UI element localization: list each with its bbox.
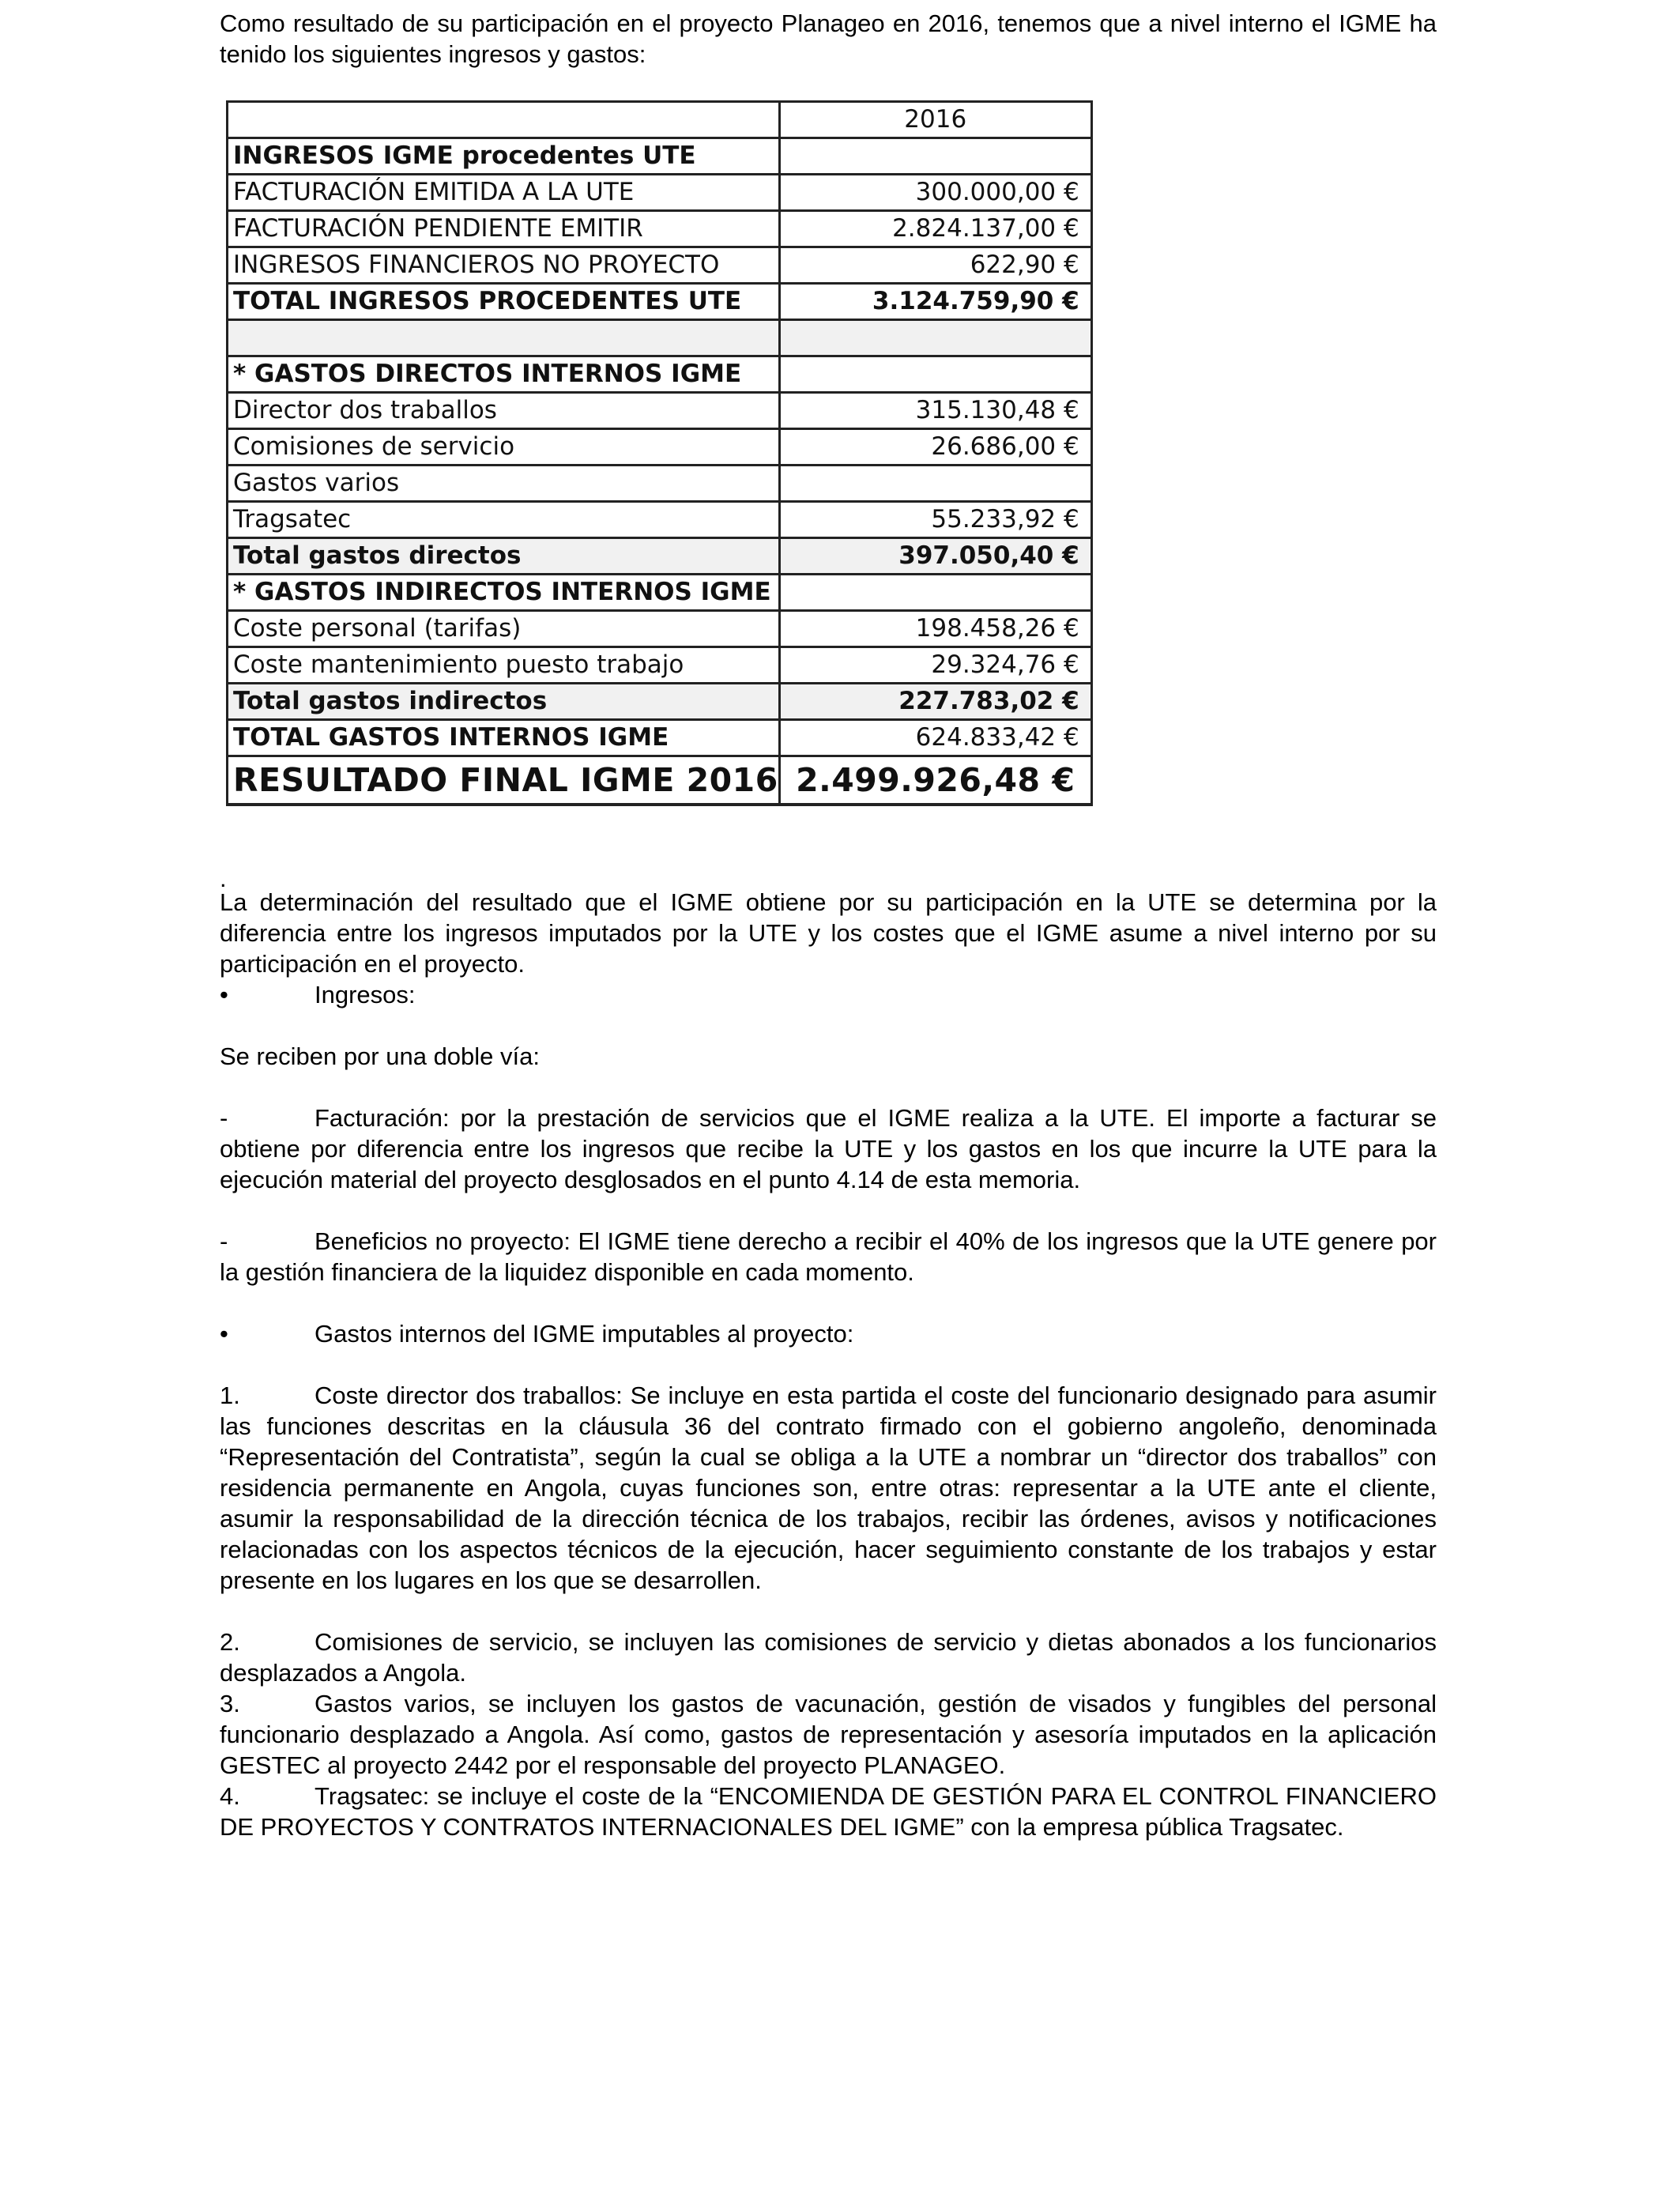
row-label: Coste personal (tarifas) (228, 611, 780, 647)
table-row (228, 356, 1092, 393)
row-value: 198.458,26 € (779, 611, 1091, 647)
row-label: FACTURACIÓN EMITIDA A LA UTE (228, 175, 780, 211)
row-value: 624.833,42 € (779, 720, 1091, 756)
paragraph-determinacion: La determinación del resultado que el IGME obtiene por su participación en la UTE se determina por la diferencia entre los ingresos imputados por la UTE y los costes que el IGME asume a nivel interno por su participación en el proyecto. (220, 888, 1437, 978)
row-label: Tragsatec (228, 502, 780, 538)
row-label: INGRESOS IGME procedentes UTE (228, 138, 780, 175)
bullet-mark: • (220, 981, 228, 1008)
item-text: Gastos varios, se incluyen los gastos de vacunación, gestión de visados y fungibles del personal funcionario desplazado a Angola. Así como, gastos de representación y asesoría imputados en la aplicación GESTEC al proyecto 2442 por el responsable del proyecto PLANAGEO. (220, 1690, 1437, 1779)
row-label: Coste mantenimiento puesto trabajo (228, 647, 780, 684)
row-value (779, 138, 1091, 175)
table-row-total (228, 284, 1092, 320)
row-label: * GASTOS DIRECTOS INTERNOS IGME (228, 356, 780, 393)
row-label: Director dos traballos (228, 393, 780, 429)
bullet-gastos (220, 1318, 1437, 1349)
dash-facturacion (220, 1103, 1437, 1195)
final-result-value: 2.499.926,48 € (779, 756, 1091, 805)
table-row (228, 429, 1092, 466)
table-row-total (228, 684, 1092, 720)
item-number: 4. (220, 1782, 240, 1810)
row-value: 300.000,00 € (779, 175, 1091, 211)
row-label (228, 320, 780, 356)
row-value: 622,90 € (779, 247, 1091, 284)
row-value: 315.130,48 € (779, 393, 1091, 429)
row-label: Gastos varios (228, 466, 780, 502)
item-1 (220, 1380, 1437, 1596)
dash-mark: - (220, 1227, 228, 1255)
row-value: 227.783,02 € (779, 684, 1091, 720)
table-row-total-gastos (228, 720, 1092, 756)
table-row (228, 502, 1092, 538)
row-value (779, 320, 1091, 356)
row-label: Total gastos directos (228, 538, 780, 575)
item-text: Comisiones de servicio, se incluyen las comisiones de servicio y dietas abonados a los funcionarios desplazados a Angola. (220, 1628, 1437, 1687)
item-number: 2. (220, 1628, 240, 1656)
item-4 (220, 1781, 1437, 1842)
table-row (228, 611, 1092, 647)
table-header-row (228, 102, 1092, 138)
dash-mark: - (220, 1104, 228, 1132)
row-label: FACTURACIÓN PENDIENTE EMITIR (228, 211, 780, 247)
table-row (228, 466, 1092, 502)
gastos-label: Gastos internos del IGME imputables al proyecto: (315, 1320, 854, 1348)
item-number: 3. (220, 1690, 240, 1717)
table-row-total (228, 538, 1092, 575)
facturacion-text: Facturación: por la prestación de servicios que el IGME realiza a la UTE. El importe a facturar se obtiene por diferencia entre los ingresos que recibe la UTE y los gastos en los que incurre la UTE para la ejecución material del proyecto desglosados en el punto 4.14 de esta memoria. (220, 1104, 1437, 1193)
ingresos-label: Ingresos: (315, 981, 416, 1008)
table-row (228, 138, 1092, 175)
table-row (228, 393, 1092, 429)
year-header: 2016 (779, 102, 1091, 138)
dash-beneficios (220, 1226, 1437, 1287)
row-value: 2.824.137,00 € (779, 211, 1091, 247)
item-text: Tragsatec: se incluye el coste de la “ENCOMIENDA DE GESTIÓN PARA EL CONTROL FINANCIERO DE PROYECTOS Y CONTRATOS INTERNACIONALES DEL IGME” con la empresa pública Tragsatec. (220, 1782, 1437, 1841)
intro-paragraph: Como resultado de su participación en el proyecto Planageo en 2016, tenemos que a nivel interno el IGME ha tenido los siguientes ingresos y gastos: (220, 9, 1437, 68)
row-label: TOTAL GASTOS INTERNOS IGME (228, 720, 780, 756)
doble-via-text: Se reciben por una doble vía: (220, 1042, 540, 1070)
row-label: INGRESOS FINANCIEROS NO PROYECTO (228, 247, 780, 284)
table-row (228, 211, 1092, 247)
row-value (779, 466, 1091, 502)
row-label: Total gastos indirectos (228, 684, 780, 720)
table-row (228, 647, 1092, 684)
financial-table (226, 100, 1093, 806)
final-result-label: RESULTADO FINAL IGME 2016 (228, 756, 780, 805)
dot-mark: . (220, 865, 227, 892)
row-label: * GASTOS INDIRECTOS INTERNOS IGME (228, 575, 780, 611)
row-value: 3.124.759,90 € (779, 284, 1091, 320)
table-row-blank (228, 320, 1092, 356)
beneficios-text: Beneficios no proyecto: El IGME tiene derecho a recibir el 40% de los ingresos que la UTE genere por la gestión financiera de la liquidez disponible en cada momento. (220, 1227, 1437, 1286)
row-value: 29.324,76 € (779, 647, 1091, 684)
bullet-ingresos (220, 979, 1437, 1010)
item-text: Coste director dos traballos: Se incluye en esta partida el coste del funcionario designado para asumir las funciones descritas en la cláusula 36 del contrato firmado con el gobierno angoleño, denominada “Representación del Contratista”, según la cual se obliga a la UTE a nombrar un “director dos traballos” con residencia permanente en Angola, cuyas funciones son, entre otras: representar a la UTE ante el cliente, asumir la responsabilidad de la dirección técnica de los trabajos, recibir las órdenes, avisos y notificaciones relacionadas con los aspectos técnicos de la ejecución, hacer seguimiento constante de los trabajos y estar presente en los lugares en los que se desarrollen. (220, 1382, 1437, 1594)
table-row (228, 575, 1092, 611)
item-3 (220, 1688, 1437, 1781)
item-2 (220, 1627, 1437, 1688)
bullet-mark: • (220, 1320, 228, 1348)
row-value: 26.686,00 € (779, 429, 1091, 466)
row-value (779, 356, 1091, 393)
table-row (228, 247, 1092, 284)
row-value (779, 575, 1091, 611)
table-row (228, 175, 1092, 211)
row-value: 397.050,40 € (779, 538, 1091, 575)
row-value: 55.233,92 € (779, 502, 1091, 538)
item-number: 1. (220, 1382, 240, 1409)
row-label: TOTAL INGRESOS PROCEDENTES UTE (228, 284, 780, 320)
table-row-final-result (228, 756, 1092, 805)
row-label: Comisiones de servicio (228, 429, 780, 466)
